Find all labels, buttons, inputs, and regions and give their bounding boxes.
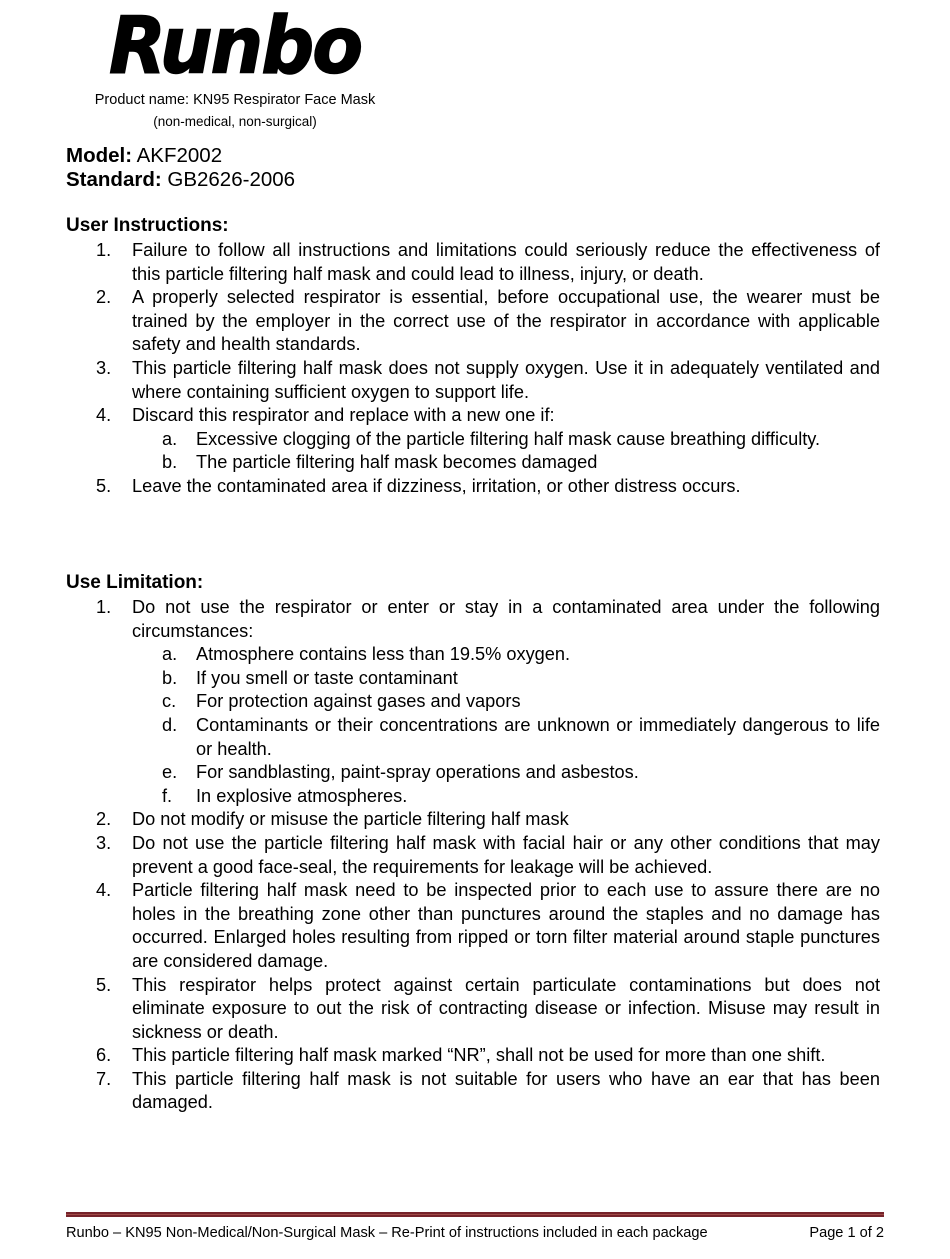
list-item-text: This particle filtering half mask does not supply oxygen. Use it in adequately ventilated and where containing sufficient oxygen to support life.: [132, 357, 880, 402]
list-item-text: In explosive atmospheres.: [196, 785, 408, 806]
list-item: [132, 451, 880, 475]
list-item: [66, 1044, 880, 1068]
document-footer: [66, 1212, 884, 1243]
list-item-marker: 4.: [96, 405, 112, 426]
list-item-marker: c.: [162, 691, 177, 712]
list-item: [66, 475, 880, 499]
list-item-text: Do not use the respirator or enter or stay in a contaminated area under the following circumstances:: [132, 597, 880, 641]
list-item-marker: 7.: [96, 1068, 112, 1089]
list-item: [66, 286, 880, 357]
sub-list: [132, 643, 880, 808]
product-name-label: Product name:: [94, 91, 190, 108]
list-item-text: Leave the contaminated area if dizziness, irritation, or other distress occurs.: [132, 475, 741, 496]
use-limitation-list: [66, 596, 880, 1115]
use-limitation-heading: Use Limitation:: [66, 572, 204, 593]
list-item-text: This particle filtering half mask is not suitable for users who have an ear that has been damaged.: [132, 1068, 880, 1113]
list-item-text: For protection against gases and vapors: [196, 691, 521, 712]
list-item-text: Do not use the particle filtering half mask with facial hair or any other conditions that may prevent a good face-seal, the requirements for leakage will be achieved.: [132, 832, 880, 877]
product-name-line: [0, 91, 470, 110]
list-item: [66, 596, 880, 808]
footer-divider: [66, 1212, 884, 1217]
standard-row: [66, 168, 295, 192]
list-item: [132, 667, 880, 691]
list-item: [66, 974, 880, 1045]
list-item-text: Excessive clogging of the particle filtering half mask cause breathing difficulty.: [196, 428, 821, 449]
list-item-text: If you smell or taste contaminant: [196, 667, 458, 688]
list-item-marker: 6.: [96, 1045, 112, 1066]
section-use-limitation: [66, 571, 880, 1115]
list-item: [66, 832, 880, 879]
product-subtitle: (non-medical, non-surgical): [153, 114, 317, 130]
document-header: [0, 0, 470, 131]
list-item: [66, 879, 880, 973]
list-item-text: Particle filtering half mask need to be inspected prior to each use to assure there are no holes in the breathing zone other than punctures around the staples and no damage has occurred. Enlarged holes resulting from ripped or torn filter material around staple punctures are considered damage.: [132, 880, 880, 971]
model-row: [66, 144, 295, 168]
list-item: [66, 239, 880, 286]
list-item-marker: f.: [162, 785, 173, 806]
list-item-marker: 5.: [96, 974, 112, 995]
footer-row: [66, 1224, 884, 1243]
list-item: [132, 761, 880, 785]
model-value: AKF2002: [136, 144, 223, 167]
list-item: [66, 808, 880, 832]
list-item-marker: e.: [162, 762, 178, 783]
list-item: [132, 785, 880, 809]
list-item-text: For sandblasting, paint-spray operations and asbestos.: [196, 762, 639, 783]
list-item-marker: 4.: [96, 880, 112, 901]
list-item: [66, 357, 880, 404]
product-meta: [66, 144, 295, 192]
runbo-logo: Runbo: [108, 0, 362, 92]
list-item-marker: b.: [162, 667, 178, 688]
list-item-text: Discard this respirator and replace with a new one if:: [132, 405, 555, 426]
list-item-text: This respirator helps protect against certain particulate contaminations but does not eliminate exposure to out the risk of contracting disease or infection. Misuse may result in sickness or death.: [132, 974, 880, 1042]
list-item: [66, 404, 880, 475]
list-item-marker: a.: [162, 644, 178, 665]
list-item-text: Atmosphere contains less than 19.5% oxygen.: [196, 644, 571, 665]
list-item-marker: 2.: [96, 809, 112, 830]
list-item-marker: d.: [162, 714, 178, 735]
list-item: [132, 428, 880, 452]
standard-value: GB2626-2006: [167, 168, 296, 191]
list-item: [132, 690, 880, 714]
list-item-marker: 5.: [96, 475, 112, 496]
list-item-marker: 1.: [96, 597, 112, 617]
standard-label: Standard:: [66, 168, 162, 191]
list-item-text: Contaminants or their concentrations are unknown or immediately dangerous to life or health.: [196, 714, 880, 759]
list-item-marker: 3.: [96, 832, 112, 853]
list-item: [132, 714, 880, 761]
list-item-marker: 3.: [96, 357, 112, 378]
list-item-text: This particle filtering half mask marked “NR”, shall not be used for more than one shift.: [132, 1045, 826, 1066]
list-item-text: Do not modify or misuse the particle filtering half mask: [132, 809, 569, 830]
sub-list: [132, 428, 880, 475]
user-instructions-list: [66, 239, 880, 499]
model-label: Model:: [66, 144, 133, 167]
footer-left-text: Runbo – KN95 Non-Medical/Non-Surgical Mask – Re-Print of instructions included in each package: [66, 1225, 708, 1241]
list-item-marker: b.: [162, 452, 178, 473]
footer-page-number: Page 1 of 2: [809, 1225, 884, 1241]
list-item-text: A properly selected respirator is essential, before occupational use, the wearer must be trained by the employer in the correct use of the respirator in accordance with applicable safety and health standards.: [132, 287, 880, 355]
list-item: [66, 1068, 880, 1115]
list-item-marker: a.: [162, 428, 178, 449]
list-item: [132, 643, 880, 667]
list-item-marker: 1.: [96, 240, 112, 260]
section-user-instructions: [66, 214, 880, 499]
list-item-marker: 2.: [96, 287, 112, 308]
user-instructions-heading: User Instructions:: [66, 215, 229, 236]
product-name-value: KN95 Respirator Face Mask: [193, 91, 376, 108]
list-item-text: The particle filtering half mask becomes damaged: [196, 452, 598, 473]
list-item-text: Failure to follow all instructions and limitations could seriously reduce the effectiveness of this particle filtering half mask and could lead to illness, injury, or death.: [132, 240, 880, 284]
